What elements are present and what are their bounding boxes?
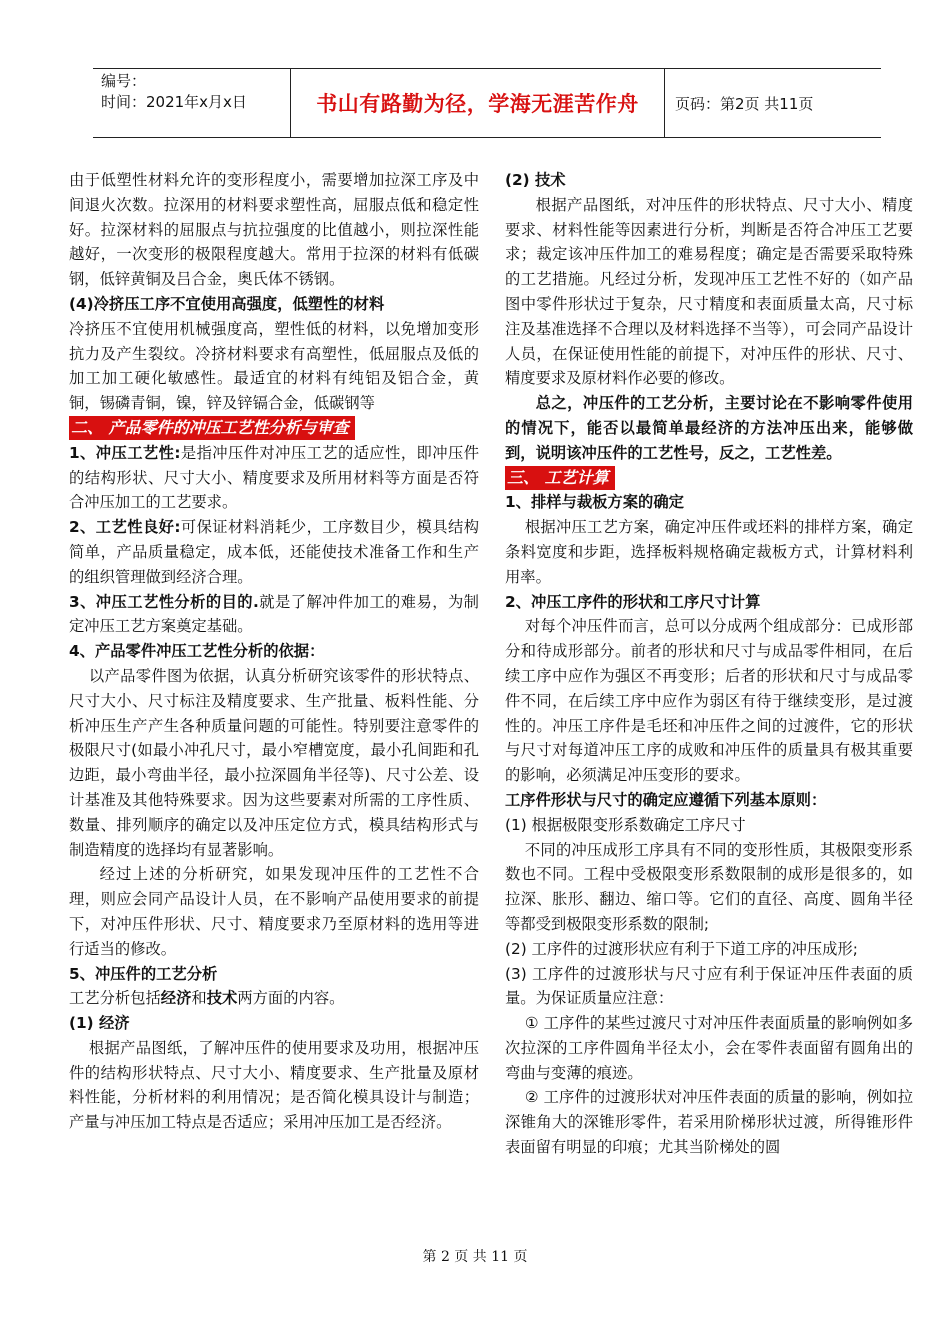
list-item: (2) 工序件的过渡形状应有利于下道工序的冲压成形; [505,939,858,958]
list-item: (1) 根据极限变形系数确定工序尺寸 [505,815,746,834]
subheading: 4、产品零件冲压工艺性分析的依据： [69,642,325,661]
text-run: 工艺分析包括 [69,989,161,1008]
term-label: 2、工艺性良好: [69,518,181,537]
serial-label: 编号： [101,72,147,90]
section-heading: 三、 工艺计算 [505,466,615,490]
header-page-info: 页码：第2页 共11页 [675,94,814,113]
paragraph [69,986,479,1011]
paragraph [69,441,479,515]
paragraph: 经过上述的分析研究，如果发现冲压件的工艺性不合理，则应会同产品设计人员，在不影响产品使用要求的前提下，对冲压件形状、尺寸、精度要求乃至原材料的选用等进行适当的修改。 [69,865,479,958]
summary-paragraph: 总之，冲压件的工艺分析，主要讨论在不影响零件使用的情况下，能否以最简单最经济的方法冲压出来，能够做到，说明该冲压件的工艺性号，反之，工艺性差。 [505,394,913,462]
page-footer: 第 2 页 共 11 页 [422,1249,528,1265]
paragraph [69,515,479,589]
paragraph: 不同的冲压成形工序具有不同的变形性质，其极限变形系数也不同。工程中受极限变形系数限制的成形是很多的，如拉深、胀形、翻边、缩口等。它们的直径、高度、圆角半径等都受到极限变形系数的限制; [505,840,913,933]
paragraph: 冷挤压不宜使用机械强度高，塑性低的材料，以免增加变形抗力及产生裂纹。冷挤材料要求有高塑性，低屈服点及低的加工加工硬化敏感性。最适宜的材料有纯铝及铝合金，黄铜，锡磷青铜，镍，锌及锌镉合金，低碳钢等 [69,319,479,413]
section-heading-wrap [505,466,913,491]
subheading: (2) 技术 [505,171,566,189]
term-text: 是指冲压件对冲压工艺的适应性，即冲压件的结构形状、尺寸大小、精度要求及所用材料等方面是否符合冲压加工的工艺要求。 [69,443,479,512]
header-motto-cell [291,69,665,137]
section-heading: 二、 产品零件的冲压工艺性分析与审查 [69,416,355,440]
term-text: 就是了解冲件加工的难易，为制定冲压工艺方案奠定基础。 [69,592,479,636]
subheading: (1) 经济 [69,1014,130,1033]
term-text: 可保证材料消耗少，工序数目少，模具结构简单，产品质量稳定，成本低，还能使技术准备工作和生产的组织管理做到经济合理。 [69,518,479,586]
left-column [69,168,479,1135]
list-item: (3) 工序件的过渡形状与尺寸应有利于保证冲压件表面的质量。为保证质量应注意： [505,964,913,1008]
paragraph [69,590,479,640]
paragraph: 根据产品图纸，了解冲压件的使用要求及功用，根据冲压件的结构形状特点、尺寸大小、精度要求、生产批量及原材料性能，分析材料的利用情况；是否简化模具设计与制造；产量与冲压加工特点是否适应；采用冲压加工是否经济。 [69,1038,479,1132]
paragraph: 根据冲压工艺方案，确定冲压件或坯料的排样方案，确定条料宽度和步距，选择板料规格确定裁板方式，计算材料利用率。 [505,518,913,586]
subheading: (4)冷挤压工序不宜使用高强度，低塑性的材料 [69,294,385,313]
right-column [505,168,913,1160]
subheading: 2、冲压工序件的形状和工序尺寸计算 [505,592,761,611]
text-run: 和 [191,989,207,1008]
term-label: 3、冲压工艺性分析的目的. [69,592,259,611]
term-label: 1、冲压工艺性: [69,443,181,462]
subheading: 1、排样与裁板方案的确定 [505,493,684,512]
text-run-bold: 技术 [206,989,238,1008]
paragraph: 根据产品图纸，对冲压件的形状特点、尺寸大小、精度要求、材料性能等因素进行分析，判断是否符合冲压工艺要求；裁定该冲压件加工的难易程度；确定是否需要采取特殊的工艺措施。凡经过分析，发现冲压工艺性不好的（如产品图中零件形状过于复杂，尺寸精度和表面质量太高，尺寸标注及基准选择不合理以及材料选择不当等），可会同产品设计人员，在保证使用性能的前提下，对冲压件的形状、尺寸、精度要求及原材料作必要的修改。 [505,195,913,388]
header-meta [93,69,291,137]
paragraph: 以产品零件图为依据，认真分析研究该零件的形状特点、尺寸大小、尺寸标注及精度要求、生产批量、板料性能、分析冲压生产产生各种质量问题的可能性。特别要注意零件的极限尺寸(如最小冲孔尺寸，最小窄槽宽度，最小孔间距和孔边距，最小弯曲半径，最小拉深圆角半径等)、尺寸公差、设计基准及其他特殊要求。因为这些要素对所需的工序性质、数量、排列顺序的确定以及冲压定位方式，模具结构形式与制造精度的选择均有显著影响。 [69,666,479,859]
paragraph: 由于低塑性材料允许的变形程度小，需要增加拉深工序及中间退火次数。拉深用的材料要求塑性高，屈服点低和稳定性好。拉深材料的屈服点与抗拉强度的比值越小，则拉深性能越好，一次变形的极限程度越大。常用于拉深的材料有低碳钢，低锌黄铜及吕合金，奥氏体不锈钢。 [69,171,479,289]
page-header [93,68,881,138]
header-motto: 书山有路勤为径，学海无涯苦作舟 [316,92,639,116]
time-label: 时间：2021年x月x日 [101,93,247,111]
subheading: 工序件形状与尺寸的确定应遵循下列基本原则： [505,790,827,809]
section-heading-wrap [69,416,479,441]
list-item: ① 工序件的某些过渡尺寸对冲压件表面质量的影响例如多次拉深的工序件圆角半径太小，会在零件表面留有圆角出的弯曲与变薄的痕迹。 [505,1014,913,1082]
paragraph: 对每个冲压件而言，总可以分成两个组成部分：已成形部分和待成形部分。前者的形状和尺寸与成品零件相同，在后续工序中应作为强区不再变形；后者的形状和尺寸与成品零件不同，在后续工序中应作为弱区有待于继续变形，是过渡性的。冲压工序件是毛坯和冲压件之间的过渡件，它的形状与尺寸对每道冲压工序的成败和冲压件的质量具有极其重要的影响，必须满足冲压变形的要求。 [505,617,913,785]
list-item: ② 工序件的过渡形状对冲压件表面的质量的影响，例如拉深锥角大的深锥形零件，若采用阶梯形状过渡，所得锥形件表面留有明显的印痕；尤其当阶梯处的圆 [505,1088,913,1157]
text-run-bold: 经济 [160,989,192,1008]
subheading: 5、冲压件的工艺分析 [69,964,218,983]
text-run: 两方面的内容。 [237,989,345,1008]
